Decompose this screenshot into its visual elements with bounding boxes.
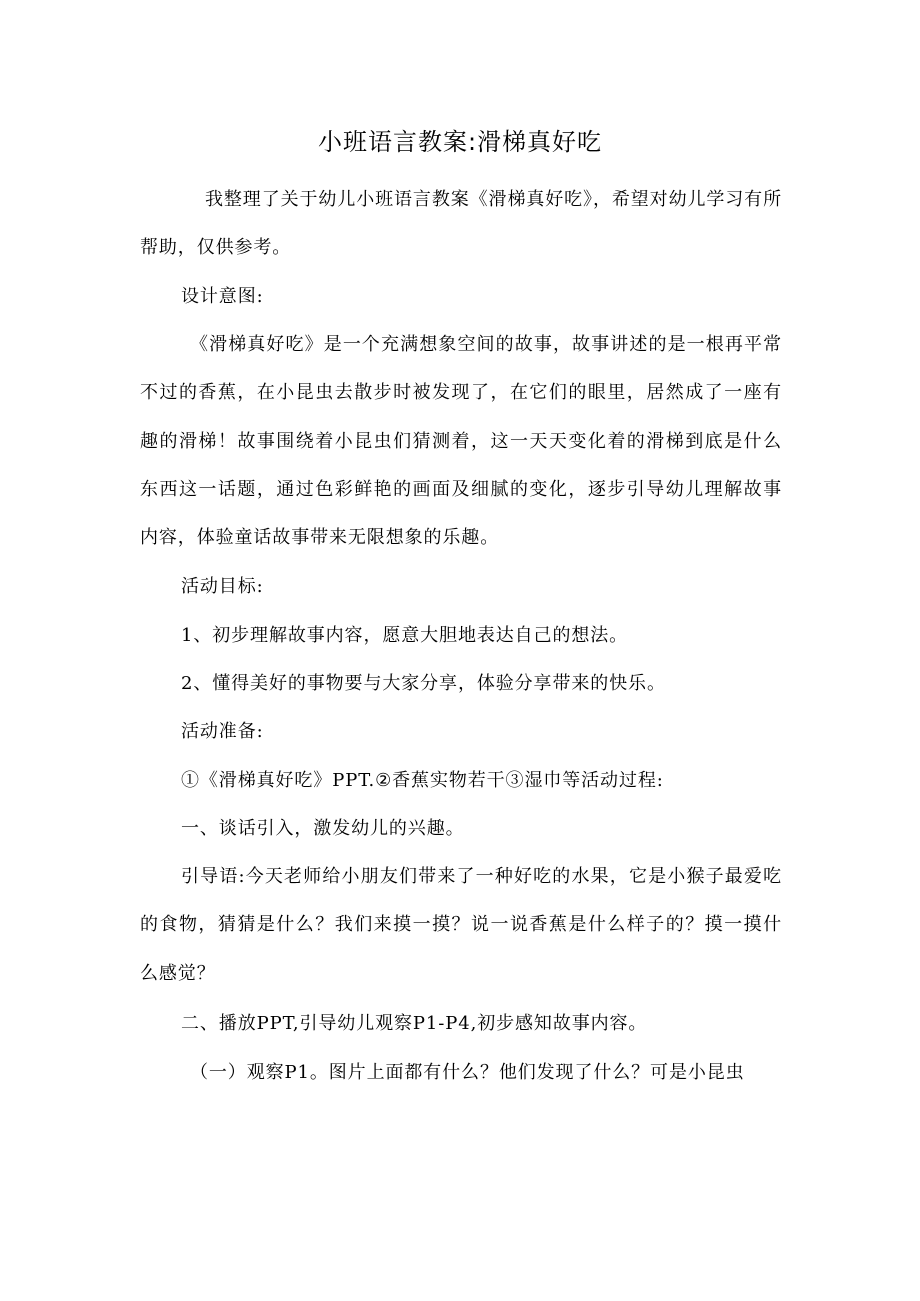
guide-speech-paragraph: 引导语:今天老师给小朋友们带来了一种好吃的水果，它是小猴子最爱吃的食物，猜猜是什么？我们来摸一摸？说一说香蕉是什么样子的？摸一摸什么感觉？ [140, 866, 782, 984]
process-step-1: 一、谈话引入，激发幼儿的兴趣。 [181, 818, 465, 839]
objective-item-1: 1、初步理解故事内容，愿意大胆地表达自己的想法。 [181, 625, 629, 646]
intro-paragraph: 我整理了关于幼儿小班语言教案《滑梯真好吃》，希望对幼儿学习有所帮助，仅供参考。 [140, 189, 782, 259]
design-intent-paragraph: 《滑梯真好吃》是一个充满想象空间的故事，故事讲述的是一根再平常不过的香蕉，在小昆虫去散步时被发现了，在它们的眼里，居然成了一座有趣的滑梯！故事围绕着小昆虫们猜测着，这一天天变化着的滑梯到底是什么东西这一话题，通过色彩鲜艳的画面及细腻的变化，逐步引导幼儿理解故事内容，体验童话故事带来无限想象的乐趣。 [140, 334, 782, 549]
process-step-2: 二、播放PPT,引导幼儿观察P1-P4,初步感知故事内容。 [181, 1013, 648, 1034]
objective-item-2: 2、懂得美好的事物要与大家分享，体验分享带来的快乐。 [181, 673, 666, 694]
preparation-paragraph: ①《滑梯真好吃》PPT.②香蕉实物若干③湿巾等活动过程: [181, 770, 664, 791]
observe-p1-paragraph: （一）观察P1。图片上面都有什么？他们发现了什么？可是小昆虫 [190, 1062, 745, 1083]
section-heading-objectives: 活动目标: [181, 576, 264, 597]
section-heading-design-intent: 设计意图: [181, 286, 264, 307]
section-heading-preparation: 活动准备: [181, 721, 264, 742]
page-title: 小班语言教案:滑梯真好吃 [317, 128, 603, 156]
